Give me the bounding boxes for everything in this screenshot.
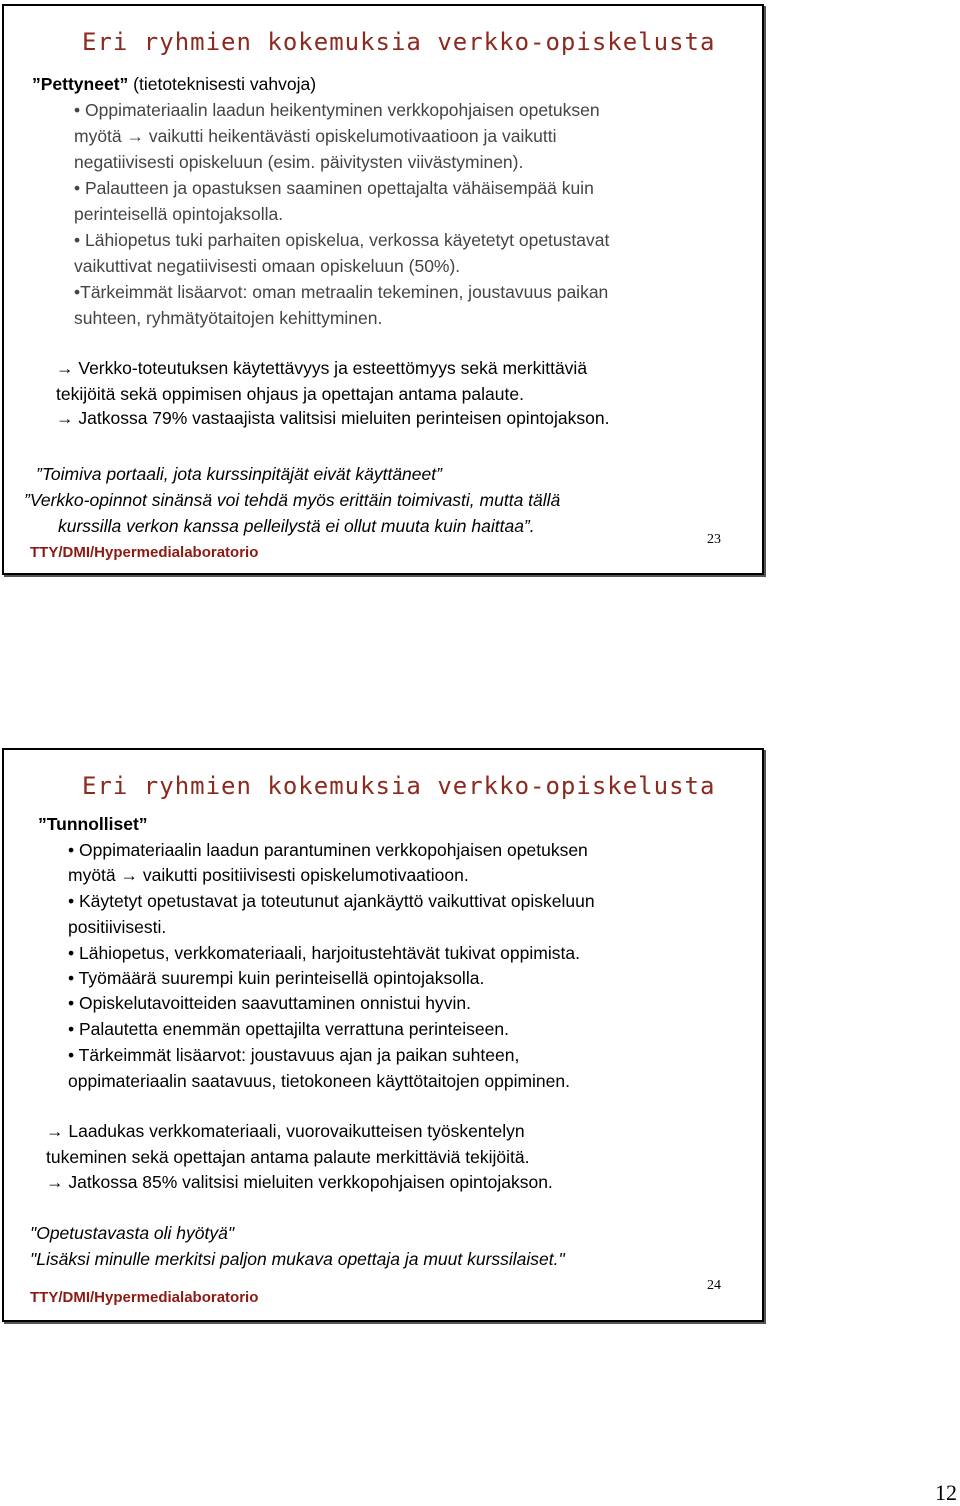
bullet-line: • Lähiopetus, verkkomateriaali, harjoitustehtävät tukivat oppimista. [68, 943, 580, 963]
quote-line: "Lisäksi minulle merkitsi paljon mukava opettaja ja muut kurssilaiset." [30, 1249, 565, 1269]
slide-title: Eri ryhmien kokemuksia verkko-opiskelusta [82, 28, 716, 56]
bullet-line: • Käytetyt opetustavat ja toteutunut ajankäyttö vaikuttivat opiskeluun [68, 891, 595, 911]
bullet-line: suhteen, ryhmätyötaitojen kehittyminen. [74, 308, 383, 328]
slide-page-number: 23 [707, 532, 721, 547]
conclusion-line: tekijöitä sekä oppimisen ohjaus ja opettajan antama palaute. [56, 384, 524, 404]
slide-footer: TTY/DMI/Hypermedialaboratorio [30, 544, 259, 561]
group-label: ”Pettyneet” [32, 74, 129, 94]
bullet-line: • Oppimateriaalin laadun parantuminen verkkopohjaisen opetuksen [68, 840, 588, 860]
slide-title: Eri ryhmien kokemuksia verkko-opiskelusta [82, 772, 716, 800]
bullet-line: myötä → vaikutti heikentävästi opiskelumotivaatioon ja vaikutti [74, 126, 557, 146]
slide-23 [2, 4, 764, 575]
slide-footer: TTY/DMI/Hypermedialaboratorio [30, 1289, 259, 1306]
group-heading [32, 73, 316, 95]
quote-line: ”Verkko-opinnot sinänsä voi tehdä myös erittäin toimivasti, mutta tällä [24, 490, 561, 510]
conclusion-line: → Verkko-toteutuksen käytettävyys ja esteettömyys sekä merkittäviä [56, 358, 588, 378]
quote-line: kurssilla verkon kanssa pelleilystä ei ollut muuta kuin haittaa”. [58, 516, 535, 536]
slide-page-number: 24 [707, 1278, 721, 1293]
bullet-line: negatiivisesti opiskeluun (esim. päivitysten viivästyminen). [74, 152, 524, 172]
conclusion-line: → Laadukas verkkomateriaali, vuorovaikutteisen työskentelyn [46, 1121, 525, 1141]
group-note: (tietoteknisesti vahvoja) [133, 74, 317, 94]
bullet-line: •Tärkeimmät lisäarvot: oman metraalin tekeminen, joustavuus paikan [74, 282, 609, 302]
bullet-line: myötä → vaikutti positiivisesti opiskelumotivaatioon. [68, 865, 469, 885]
bullet-line: positiivisesti. [68, 917, 167, 937]
bullet-line: • Oppimateriaalin laadun heikentyminen verkkopohjaisen opetuksen [74, 100, 600, 120]
conclusion-line: → Jatkossa 79% vastaajista valitsisi mieluiten perinteisen opintojakson. [56, 408, 610, 428]
bullet-line: oppimateriaalin saatavuus, tietokoneen käyttötaitojen oppiminen. [68, 1071, 570, 1091]
bullet-line: • Lähiopetus tuki parhaiten opiskelua, verkossa käyetetyt opetustavat [74, 230, 610, 250]
bullet-line: perinteisellä opintojaksolla. [74, 204, 284, 224]
quote-line: ”Toimiva portaali, jota kurssinpitäjät eivät käyttäneet” [36, 464, 442, 484]
bullet-line: • Palautteen ja opastuksen saaminen opettajalta vähäisempää kuin [74, 178, 594, 198]
document-page-number: 12 [935, 1480, 957, 1505]
bullet-line: vaikuttivat negatiivisesti omaan opiskeluun (50%). [74, 256, 461, 276]
bullet-line: • Opiskelutavoitteiden saavuttaminen onnistui hyvin. [68, 993, 472, 1013]
bullet-line: • Työmäärä suurempi kuin perinteisellä opintojaksolla. [68, 968, 485, 988]
bullet-line: • Palautetta enemmän opettajilta verrattuna perinteiseen. [68, 1019, 509, 1039]
slide-24 [2, 748, 764, 1322]
quote-line: "Opetustavasta oli hyötyä" [30, 1223, 235, 1243]
conclusion-line: → Jatkossa 85% valitsisi mieluiten verkkopohjaisen opintojakson. [46, 1172, 553, 1192]
bullet-line: • Tärkeimmät lisäarvot: joustavuus ajan ja paikan suhteen, [68, 1045, 520, 1065]
group-label: ”Tunnolliset” [38, 814, 148, 834]
conclusion-line: tukeminen sekä opettajan antama palaute merkittäviä tekijöitä. [46, 1147, 530, 1167]
